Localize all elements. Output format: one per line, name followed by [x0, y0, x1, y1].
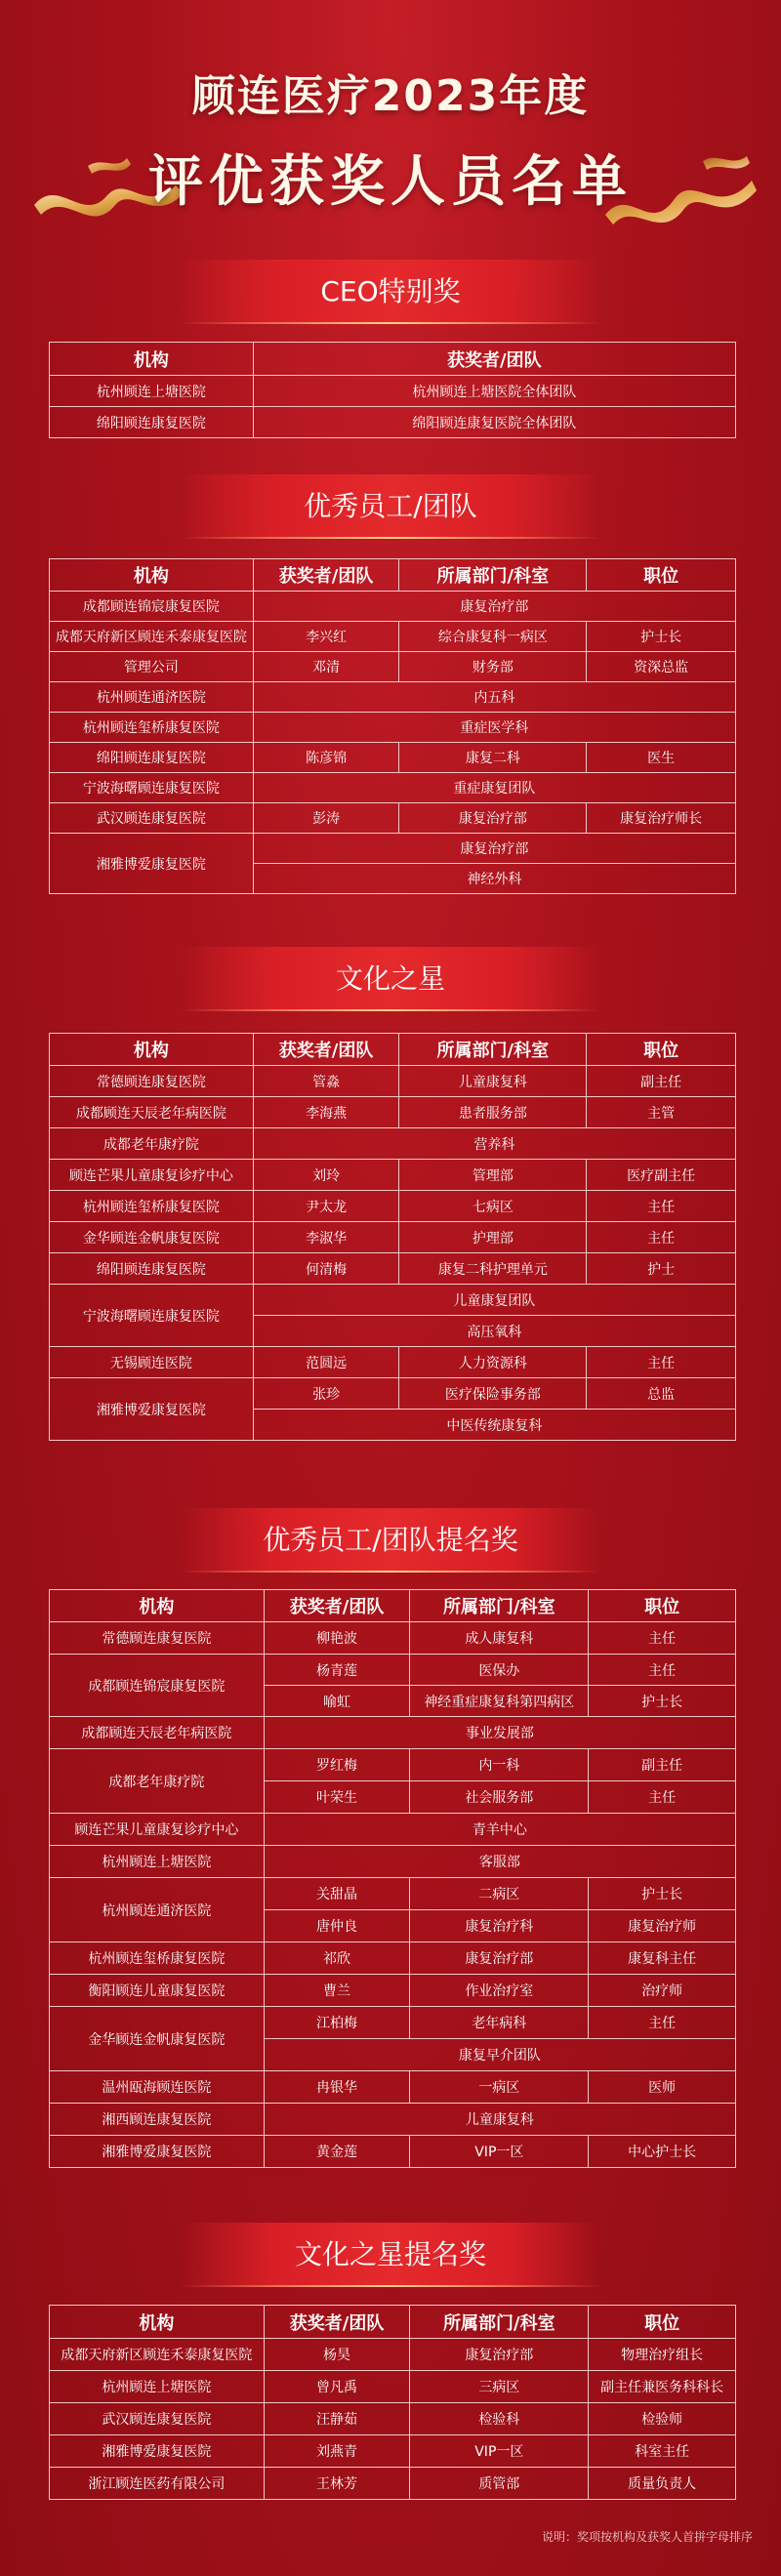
- winner-cell: 唐仲良: [264, 1910, 410, 1942]
- dept-cell: 康复二科: [399, 743, 587, 773]
- table-row: [50, 1717, 736, 1749]
- position-cell: 质量负责人: [589, 2468, 736, 2500]
- position-cell: 副主任: [589, 1749, 736, 1781]
- position-cell: 中心护士长: [589, 2136, 736, 2168]
- table-row: [50, 1191, 736, 1222]
- org-cell: 宁波海曙顾连康复医院: [50, 1285, 254, 1347]
- section-banner-culture: [181, 947, 600, 1011]
- dept-cell: 医疗保险事务部: [399, 1378, 587, 1410]
- table-row: [50, 2468, 736, 2500]
- winner-cell: 王林芳: [264, 2468, 410, 2500]
- winner-cell: 汪静茹: [264, 2403, 410, 2435]
- table-row: [50, 376, 736, 407]
- org-cell: 湘雅博爱康复医院: [50, 2435, 265, 2468]
- position-cell: 主任: [589, 1655, 736, 1686]
- table-row: [50, 1066, 736, 1097]
- dept-cell: 一病区: [410, 2071, 589, 2104]
- table-row: [50, 1942, 736, 1975]
- culture-star-table: [49, 1033, 736, 1441]
- org-cell: 成都老年康疗院: [50, 1128, 254, 1160]
- table-row: [50, 2435, 736, 2468]
- org-cell: 成都顾连天辰老年病医院: [50, 1717, 265, 1749]
- winner-cell: 曹兰: [264, 1975, 410, 2007]
- table-row: [50, 2371, 736, 2403]
- table-row: [50, 2403, 736, 2435]
- dept-cell: 七病区: [399, 1191, 587, 1222]
- dept-cell: 康复治疗部: [410, 2339, 589, 2371]
- column-header-org: 机构: [50, 2306, 265, 2339]
- org-cell: 湘雅博爱康复医院: [50, 1378, 254, 1441]
- dept-cell: 康复治疗部: [253, 592, 735, 622]
- winner-cell: 杨昊: [264, 2339, 410, 2371]
- org-cell: 成都天府新区顾连禾泰康复医院: [50, 622, 254, 652]
- dept-cell: 管理部: [399, 1160, 587, 1191]
- column-header-winner: 获奖者/团队: [264, 1590, 410, 1622]
- position-cell: 科室主任: [589, 2435, 736, 2468]
- org-cell: 管理公司: [50, 652, 254, 682]
- winner-cell: 何清梅: [253, 1253, 399, 1285]
- column-header-org: 机构: [50, 1590, 265, 1622]
- org-cell: 金华顾连金帆康复医院: [50, 2007, 265, 2071]
- page-header: [0, 0, 781, 234]
- table-row: [50, 682, 736, 713]
- dept-cell: 客服部: [264, 1846, 735, 1878]
- section-banner-excellent-nomination: [181, 1508, 600, 1573]
- winner-cell: 冉银华: [264, 2071, 410, 2104]
- table-row: [50, 803, 736, 834]
- org-cell: 绵阳顾连康复医院: [50, 743, 254, 773]
- position-cell: 资深总监: [587, 652, 736, 682]
- org-cell: 杭州顾连通济医院: [50, 682, 254, 713]
- dept-cell: 二病区: [410, 1878, 589, 1910]
- excellent-nomination-table: [49, 1589, 736, 2168]
- table-row: [50, 1878, 736, 1910]
- dept-cell: 康复治疗部: [410, 1942, 589, 1975]
- culture-nomination-table: [49, 2305, 736, 2500]
- column-header-dept: 所属部门/科室: [399, 1034, 587, 1066]
- dept-cell: 社会服务部: [410, 1781, 589, 1814]
- org-cell: 杭州顾连上塘医院: [50, 1846, 265, 1878]
- org-cell: 杭州顾连上塘医院: [50, 376, 254, 407]
- table-row: [50, 1253, 736, 1285]
- org-cell: 杭州顾连玺桥康复医院: [50, 713, 254, 743]
- winner-cell: 范圆远: [253, 1347, 399, 1378]
- table-row: [50, 652, 736, 682]
- org-cell: 宁波海曙顾连康复医院: [50, 773, 254, 803]
- winner-cell: 黄金莲: [264, 2136, 410, 2168]
- dept-cell: 医保办: [410, 1655, 589, 1686]
- dept-cell: 财务部: [399, 652, 587, 682]
- winner-cell: 杨青莲: [264, 1655, 410, 1686]
- dept-cell: 中医传统康复科: [253, 1410, 735, 1441]
- dept-cell: 三病区: [410, 2371, 589, 2403]
- table-row: [50, 1749, 736, 1781]
- position-cell: 护士长: [589, 1686, 736, 1717]
- org-cell: 温州瓯海顾连医院: [50, 2071, 265, 2104]
- org-cell: 杭州顾连玺桥康复医院: [50, 1942, 265, 1975]
- winner-cell: 李兴红: [253, 622, 399, 652]
- position-cell: 主任: [589, 1781, 736, 1814]
- excellent-staff-table: [49, 558, 736, 894]
- winner-cell: 叶荣生: [264, 1781, 410, 1814]
- position-cell: 主任: [589, 1622, 736, 1655]
- org-cell: 杭州顾连通济医院: [50, 1878, 265, 1942]
- dept-cell: 康复二科护理单元: [399, 1253, 587, 1285]
- dept-cell: VIP一区: [410, 2435, 589, 2468]
- position-cell: 总监: [587, 1378, 736, 1410]
- position-cell: 康复治疗师: [589, 1910, 736, 1942]
- dept-cell: 康复早介团队: [264, 2039, 735, 2071]
- org-cell: 顾连芒果儿童康复诊疗中心: [50, 1160, 254, 1191]
- table-header-row: [50, 343, 736, 376]
- page-title-line-1: 顾连医疗2023年度: [191, 71, 590, 121]
- dept-cell: 康复治疗部: [253, 834, 735, 864]
- column-header-winner: 获奖者/团队: [264, 2306, 410, 2339]
- position-cell: 康复科主任: [589, 1942, 736, 1975]
- column-header-position: 职位: [589, 2306, 736, 2339]
- dept-cell: 营养科: [253, 1128, 735, 1160]
- sort-note: 说明：奖项按机构及获奖人首拼字母排序: [542, 2530, 754, 2544]
- org-cell: 杭州顾连上塘医院: [50, 2371, 265, 2403]
- column-header-org: 机构: [50, 559, 254, 592]
- table-row: [50, 743, 736, 773]
- dept-cell: 检验科: [410, 2403, 589, 2435]
- dept-cell: 综合康复科一病区: [399, 622, 587, 652]
- table-row: [50, 2071, 736, 2104]
- winner-cell: 张珍: [253, 1378, 399, 1410]
- winner-cell: 李淑华: [253, 1222, 399, 1253]
- table-header-row: [50, 1590, 736, 1622]
- org-cell: 湘西顾连康复医院: [50, 2104, 265, 2136]
- column-header-position: 职位: [587, 1034, 736, 1066]
- org-cell: 武汉顾连康复医院: [50, 803, 254, 834]
- table-row: [50, 1378, 736, 1410]
- winner-cell: 彭涛: [253, 803, 399, 834]
- dept-cell: 神经外科: [253, 864, 735, 894]
- org-cell: 绵阳顾连康复医院: [50, 1253, 254, 1285]
- org-cell: 常德顾连康复医院: [50, 1622, 265, 1655]
- table-row: [50, 1622, 736, 1655]
- column-header-position: 职位: [587, 559, 736, 592]
- winner-cell: 杭州顾连上塘医院全体团队: [253, 376, 735, 407]
- dept-cell: 内五科: [253, 682, 735, 713]
- org-cell: 成都顾连锦宸康复医院: [50, 592, 254, 622]
- column-header-winner: 获奖者/团队: [253, 559, 399, 592]
- table-row: [50, 1655, 736, 1686]
- winner-cell: 尹太龙: [253, 1191, 399, 1222]
- section-banner-excellent: [181, 474, 600, 539]
- section-banner-ceo: [181, 260, 600, 324]
- winner-cell: 刘玲: [253, 1160, 399, 1191]
- section-title: 文化之星提名奖: [294, 2238, 486, 2270]
- table-row: [50, 1160, 736, 1191]
- table-row: [50, 1846, 736, 1878]
- table-row: [50, 1222, 736, 1253]
- dept-cell: 质管部: [410, 2468, 589, 2500]
- position-cell: 主管: [587, 1097, 736, 1128]
- position-cell: 医生: [587, 743, 736, 773]
- table-header-row: [50, 559, 736, 592]
- dept-cell: 青羊中心: [264, 1814, 735, 1846]
- table-row: [50, 1097, 736, 1128]
- column-header-position: 职位: [589, 1590, 736, 1622]
- position-cell: 康复治疗师长: [587, 803, 736, 834]
- table-row: [50, 2136, 736, 2168]
- winner-cell: 陈彦锦: [253, 743, 399, 773]
- dept-cell: 作业治疗室: [410, 1975, 589, 2007]
- winner-cell: 绵阳顾连康复医院全体团队: [253, 407, 735, 438]
- table-row: [50, 2104, 736, 2136]
- dept-cell: 儿童康复团队: [253, 1285, 735, 1316]
- position-cell: 治疗师: [589, 1975, 736, 2007]
- dept-cell: 事业发展部: [264, 1717, 735, 1749]
- position-cell: 医师: [589, 2071, 736, 2104]
- winner-cell: 关甜晶: [264, 1878, 410, 1910]
- winner-cell: 罗红梅: [264, 1749, 410, 1781]
- table-header-row: [50, 2306, 736, 2339]
- winner-cell: 管淼: [253, 1066, 399, 1097]
- org-cell: 浙江顾连医药有限公司: [50, 2468, 265, 2500]
- position-cell: 检验师: [589, 2403, 736, 2435]
- org-cell: 衡阳顾连儿童康复医院: [50, 1975, 265, 2007]
- section-banner-culture-nomination: [181, 2223, 600, 2287]
- dept-cell: 人力资源科: [399, 1347, 587, 1378]
- page-title-line-2: 评优获奖人员名单: [148, 150, 633, 214]
- org-cell: 无锡顾连医院: [50, 1347, 254, 1378]
- column-header-winner: 获奖者/团队: [253, 1034, 399, 1066]
- org-cell: 成都天府新区顾连禾泰康复医院: [50, 2339, 265, 2371]
- dept-cell: 重症康复团队: [253, 773, 735, 803]
- org-cell: 杭州顾连玺桥康复医院: [50, 1191, 254, 1222]
- dept-cell: 内一科: [410, 1749, 589, 1781]
- dept-cell: 护理部: [399, 1222, 587, 1253]
- position-cell: 医疗副主任: [587, 1160, 736, 1191]
- position-cell: 护士: [587, 1253, 736, 1285]
- position-cell: 主任: [587, 1347, 736, 1378]
- org-cell: 金华顾连金帆康复医院: [50, 1222, 254, 1253]
- winner-cell: 柳艳波: [264, 1622, 410, 1655]
- section-title: 优秀员工/团队提名奖: [263, 1524, 518, 1556]
- position-cell: 主任: [587, 1191, 736, 1222]
- winner-cell: 刘燕青: [264, 2435, 410, 2468]
- dept-cell: 成人康复科: [410, 1622, 589, 1655]
- org-cell: 顾连芒果儿童康复诊疗中心: [50, 1814, 265, 1846]
- dept-cell: 患者服务部: [399, 1097, 587, 1128]
- column-header-winner: 获奖者/团队: [253, 343, 735, 376]
- table-row: [50, 713, 736, 743]
- column-header-dept: 所属部门/科室: [410, 1590, 589, 1622]
- table-row: [50, 622, 736, 652]
- winner-cell: 江柏梅: [264, 2007, 410, 2039]
- org-cell: 常德顾连康复医院: [50, 1066, 254, 1097]
- table-row: [50, 407, 736, 438]
- section-title: 优秀员工/团队: [304, 490, 477, 522]
- table-row: [50, 834, 736, 864]
- dept-cell: VIP一区: [410, 2136, 589, 2168]
- section-title: CEO特别奖: [320, 275, 461, 307]
- column-header-dept: 所属部门/科室: [399, 559, 587, 592]
- org-cell: 湘雅博爱康复医院: [50, 834, 254, 894]
- table-row: [50, 773, 736, 803]
- winner-cell: 祁欣: [264, 1942, 410, 1975]
- dept-cell: 高压氧科: [253, 1316, 735, 1347]
- winner-cell: 曾凡禹: [264, 2371, 410, 2403]
- table-row: [50, 592, 736, 622]
- section-title: 文化之星: [335, 962, 445, 995]
- dept-cell: 老年病科: [410, 2007, 589, 2039]
- dept-cell: 康复治疗科: [410, 1910, 589, 1942]
- dept-cell: 神经重症康复科第四病区: [410, 1686, 589, 1717]
- table-row: [50, 1975, 736, 2007]
- position-cell: 主任: [587, 1222, 736, 1253]
- org-cell: 湘雅博爱康复医院: [50, 2136, 265, 2168]
- dept-cell: 儿童康复科: [264, 2104, 735, 2136]
- ceo-award-table: [49, 342, 736, 438]
- winner-cell: 邓清: [253, 652, 399, 682]
- position-cell: 物理治疗组长: [589, 2339, 736, 2371]
- column-header-org: 机构: [50, 343, 254, 376]
- table-row: [50, 2007, 736, 2039]
- table-row: [50, 1347, 736, 1378]
- table-row: [50, 1814, 736, 1846]
- position-cell: 护士长: [587, 622, 736, 652]
- winner-cell: 李海燕: [253, 1097, 399, 1128]
- org-cell: 绵阳顾连康复医院: [50, 407, 254, 438]
- dept-cell: 重症医学科: [253, 713, 735, 743]
- org-cell: 武汉顾连康复医院: [50, 2403, 265, 2435]
- table-row: [50, 1128, 736, 1160]
- dept-cell: 儿童康复科: [399, 1066, 587, 1097]
- dept-cell: 康复治疗部: [399, 803, 587, 834]
- column-header-dept: 所属部门/科室: [410, 2306, 589, 2339]
- org-cell: 成都老年康疗院: [50, 1749, 265, 1814]
- position-cell: 主任: [589, 2007, 736, 2039]
- column-header-org: 机构: [50, 1034, 254, 1066]
- winner-cell: 喻虹: [264, 1686, 410, 1717]
- org-cell: 成都顾连天辰老年病医院: [50, 1097, 254, 1128]
- position-cell: 副主任兼医务科科长: [589, 2371, 736, 2403]
- table-row: [50, 2339, 736, 2371]
- table-row: [50, 1285, 736, 1316]
- org-cell: 成都顾连锦宸康复医院: [50, 1655, 265, 1717]
- table-header-row: [50, 1034, 736, 1066]
- position-cell: 护士长: [589, 1878, 736, 1910]
- position-cell: 副主任: [587, 1066, 736, 1097]
